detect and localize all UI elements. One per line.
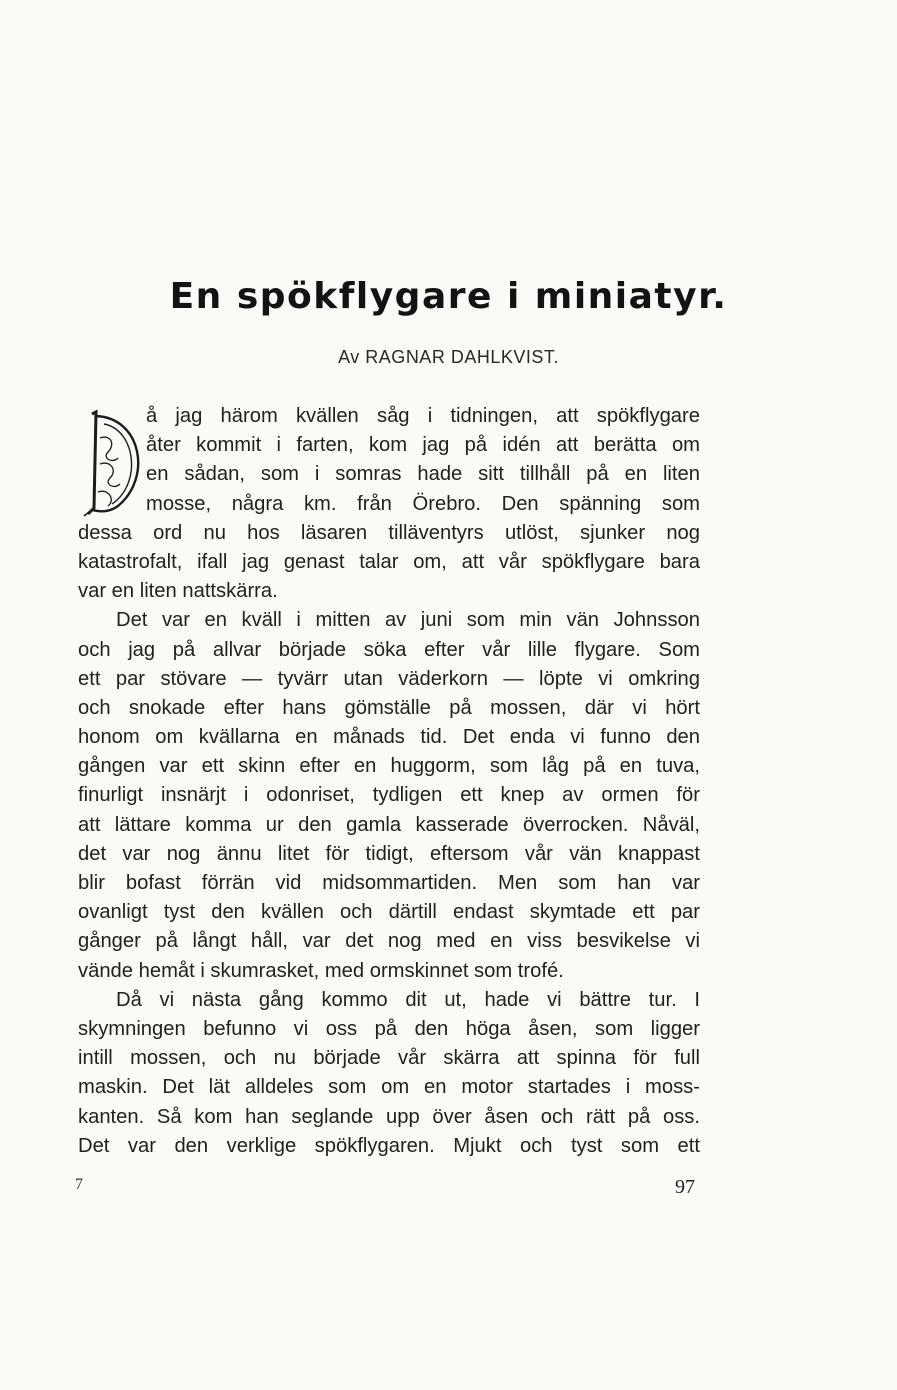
text-line: blir bofast förrän vid midsommartiden. Men som han var (78, 872, 700, 894)
page-number: 97 (675, 1176, 695, 1198)
text-line: det var nog ännu litet för tidigt, eftersom vår vän knappast (78, 842, 700, 865)
author-byline: Av RAGNAR DAHLKVIST. (338, 347, 559, 367)
text-line: Då vi nästa gång kommo dit ut, hade vi bättre tur. I (116, 988, 700, 1011)
text-line: ovanligt tyst den kvällen och därtill endast skymtade ett par (78, 901, 700, 924)
text-line: katastrofalt, ifall jag genast talar om, att vår spökflygare bara (78, 550, 700, 573)
text-line: Det var den verklige spökflygaren. Mjukt och tyst som ett (78, 1134, 700, 1157)
text-line: mosse, några km. från Örebro. Den spänning som (146, 492, 700, 515)
text-line: å jag härom kvällen såg i tidningen, att spökflygare (146, 405, 700, 427)
text-line: en sådan, som i somras hade sitt tillhåll på en liten (146, 463, 700, 486)
text-line: ett par stövare — tyvärr utan väderkorn — löpte vi omkring (78, 667, 700, 690)
article-body (78, 402, 700, 1161)
text-line: Det var en kväll i mitten av juni som min vän Johnsson (116, 609, 700, 632)
text-line: honom om kvällarna en månads tid. Det enda vi funno den (78, 726, 700, 749)
text-line: finurligt insnärjt i odonriset, tydligen ett knep av ormen för (78, 784, 700, 807)
text-line: gånger på långt håll, var det nog med en viss besvikelse vi (78, 930, 700, 953)
text-line: maskin. Det lät alldeles som om en motor startades i moss- (78, 1076, 700, 1099)
text-line: gången var ett skinn efter en huggorm, som låg på en tuva, (78, 755, 700, 778)
text-line: och snokade efter hans gömställe på mossen, där vi hört (78, 696, 700, 719)
text-line: åter kommit i farten, kom jag på idén att berätta om (146, 434, 700, 457)
text-line: intill mossen, och nu började vår skärra att spinna för full (78, 1047, 700, 1070)
text-line: kanten. Så kom han seglande upp över åsen och rätt på oss. (78, 1105, 700, 1128)
text-line: vände hemåt i skumrasket, med ormskinnet som trofé. (78, 959, 564, 982)
text-line: att lättare komma ur den gamla kasserade överrocken. Nåväl, (78, 813, 700, 836)
signature-mark: 7 (75, 1176, 83, 1193)
article-title: En spökflygare i miniatyr. (169, 276, 728, 317)
text-line: skymningen befunno vi oss på den höga åsen, som ligger (78, 1017, 700, 1040)
text-line: och jag på allvar började söka efter vår lille flygare. Som (78, 638, 700, 661)
text-line: var en liten nattskärra. (78, 580, 278, 603)
text-line: dessa ord nu hos läsaren tilläventyrs utlöst, sjunker nog (78, 521, 700, 544)
